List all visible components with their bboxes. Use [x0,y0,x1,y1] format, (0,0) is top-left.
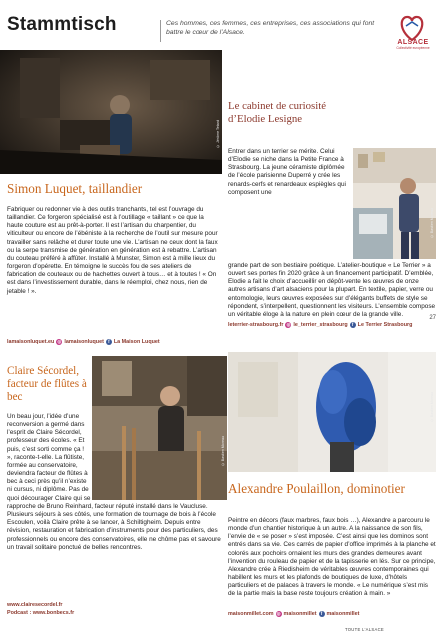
secordel-workshop-photo [92,356,227,500]
lesigne-heading: Le cabinet de curiosité d’Elodie Lesigne [228,100,327,125]
poulaillon-links [228,611,359,617]
poulaillon-photo-credit: © Bastien Moreau [430,392,434,423]
lesigne-facebook-link[interactable]: Le Terrier Strasbourg [357,322,413,328]
poulaillon-heading: Alexandre Poulaillon, dominotier [228,481,405,496]
page-number: 27 [429,315,436,321]
poulaillon-facebook-link[interactable]: maisonmillet [326,611,360,617]
secordel-text-narrow: Un beau jour, l’idée d’une reconversion a germé dans l’esprit de Claire Sécordel, professeur des écoles. « Et puis, c’est sorti comme ça ! », raconte-t-elle. La flûtiste, formée au conservatoire, deviendra facteur de flûtes à bec à ceci près qu’il n’existe ni cursus, ni diplôme. Pas de quoi décourager Claire qui se [7,413,91,502]
logo-wordmark: ALSACE [397,39,429,46]
secordel-photo-credit: © Bastien Moreau [221,436,225,467]
luquet-facebook-link[interactable]: La Maison Luquet [113,339,160,345]
instagram-icon: ◎ [57,339,62,344]
luquet-heading: Simon Luquet, taillandier [7,181,143,196]
luquet-instagram-link[interactable]: lamaisonluquet [64,339,104,345]
lesigne-text-wide: grande part de son bestiaire poétique. L’atelier-boutique « Le Terrier » a ouvert ses portes fin 2020 grâce à un financement participatif. D’emblée, Elodie a fait le choix d’accueillir en dépôt-vente les œuvres de onze autres artisans d’art alsaciens pour la plupart. En textile, papier, verre ou entomologie, leurs œuvres exposées sur d’élégants buffets de style se répondent, s’interpellent, questionnent les visiteurs. L’ensemble compose un véritable éloge à la nature en plein cœur de la grande ville. [228,262,436,318]
facebook-icon: f [319,611,325,617]
poulaillon-text: Peintre en décors (faux marbres, faux bois …), Alexandre a parcouru le monde d’un chantier historique à un autre. A la naissance de son fils, l’envie de « se poser » s’est imposée. C’est ainsi que les dominos sont entrés dans sa vie. Ces carrés de papier d’office imprimés à la planche et colorés aux pochoirs ornaient les murs des grandes demeures avant l’invention du rouleau de papier et de la tapisserie en lés. Sur ce principe, Alexandre crée à Riedisheim de véritables œuvres contemporaines qui habillent les murs et les plafonds de boutiques de luxe, d’hôtels particuliers et de palaces à travers le monde. « Le numérique s’est mis de la partie mais la base reste toujours création à main. » [228,517,436,598]
luquet-photo-credit: © Jérôme Tetard [216,120,220,148]
instagram-icon: ◎ [276,611,281,616]
poulaillon-instagram-link[interactable]: maisonmillet [283,611,317,617]
secordel-heading: Claire Sécordel, facteur de flûtes à bec [7,365,87,403]
section-subtitle: Ces hommes, ces femmes, ces entreprises, ces associations qui font battre le cœur de l’Alsace. [166,20,375,36]
facebook-icon: f [350,322,356,328]
poulaillon-domino-photo [228,352,436,472]
lesigne-workshop-photo [353,148,436,259]
secordel-podcast-link[interactable]: Podcast : www.bonbecs.fr [7,610,75,616]
secordel-website-link[interactable]: www.clairesecordel.fr [7,602,63,608]
lesigne-links [228,322,412,328]
section-title: Stammtisch [7,14,117,35]
lesigne-instagram-link[interactable]: le_terrier_strasbourg [293,322,348,328]
poulaillon-website-link[interactable]: maisonmillet.com [228,611,274,617]
logo-subtext: Collectivité européenne [396,46,430,50]
luquet-links [7,339,160,345]
facebook-icon: f [106,339,112,345]
lesigne-photo-credit: © Bastien Moreau [430,208,434,239]
lesigne-website-link[interactable]: leterrier-strasbourg.fr [228,322,284,328]
luquet-website-link[interactable]: lamaisonluquet.eu [7,339,55,345]
header-divider [160,20,161,42]
secordel-text-wide: rapproche de Bruno Reinhard, facteur réputé installé dans le Vaucluse. Plusieurs séjours à ses côtés, une formation de tournage de bois à l’école Escoulen, voilà Claire prête à se lancer, à Schiltigheim. Depuis entre révision, restauration et fabrication d’instruments pour des particuliers, des professionnels ou encore des conservatoires, elle ne chôme pas et savoure un travail solitaire ponctué de belles rencontres. [7,503,221,551]
page-footer: TOUTE L’ALSACE [344,627,384,632]
instagram-icon: ◎ [286,322,291,327]
luquet-forge-photo [0,50,222,174]
lesigne-text-narrow: Entrer dans un terrier se mérite. Celui d’Elodie se niche dans la Petite France à Strasbourg. La jeune céramiste diplômée de l’école parisienne Duperré y crée les renards-cerfs et renardeaux espiègles qui composent une [228,148,346,196]
luquet-text: Fabriquer ou redonner vie à des outils tranchants, tel est l’ouvrage du taillandier. Ce forgeron spécialisé est à l’outillage « taillant » ce que la haute couture est au prêt-à-porter. Il est l’artisan du charpentier, du viticulteur ou encore de l’ébéniste à la recherche de l’outil sur mesure pour travailler sans relâche et durer toute une vie. L’artisan ne ceux dont la faux ou la serpe transmise de génération en génération est à rebattre. L’artisan du couteau préféré à affûter. Installé à Munster, Simon est à mille lieux du forgeron d’opérette. En témoigne le succès fou de ses ateliers de fabrication de couteaux ou de hachettes ouvert à tous… et à toutes ! « On est dans l’investissement durable, dans le réemploi, chez nous, rien de jetable ! ». [7,206,218,295]
